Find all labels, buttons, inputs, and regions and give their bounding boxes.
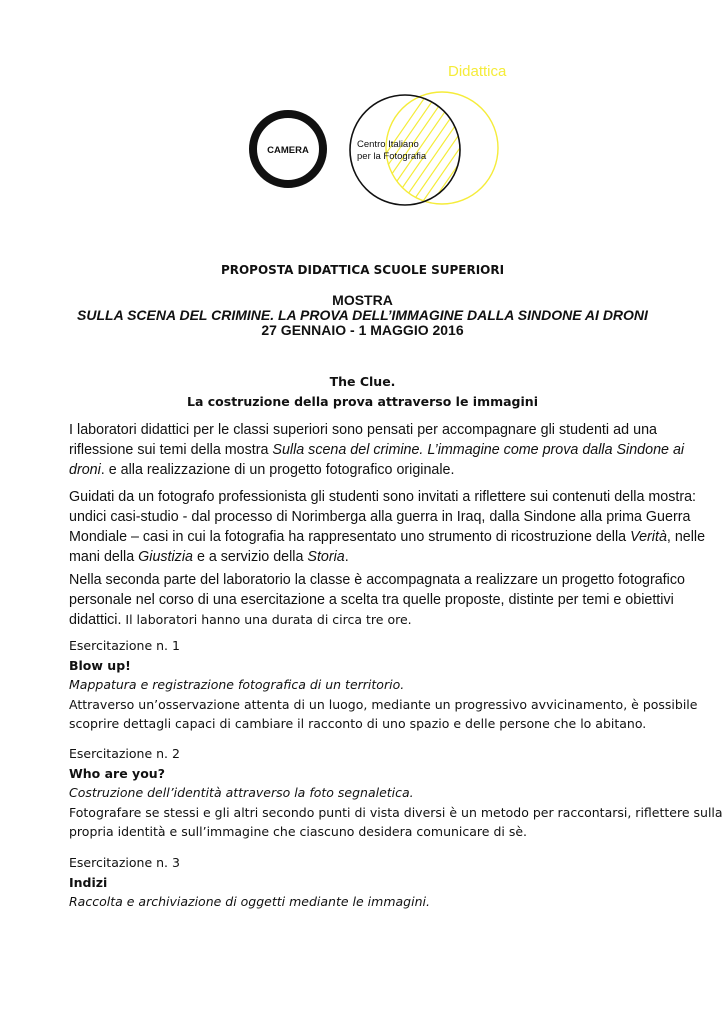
second-part-paragraph bbox=[69, 570, 685, 630]
guided-line-1: Guidati da un fotografo professionista gli studenti sono invitati a riflettere sui contenuti della mostra: bbox=[69, 489, 697, 505]
guided-line-4 bbox=[69, 547, 657, 567]
second-line-3-rest: Il laboratori hanno una durata di circa tre ore. bbox=[121, 612, 412, 627]
second-line-3 bbox=[69, 610, 657, 630]
exercise-1-subtitle: Mappatura e registrazione fotografica di un territorio. bbox=[69, 677, 405, 692]
second-line-1: Nella seconda parte del laboratorio la classe è accompagnata a realizzare un progetto fotografico bbox=[69, 572, 685, 588]
exercise-3-subtitle: Raccolta e archiviazione di oggetti mediante le immagini. bbox=[69, 894, 430, 909]
show-dates: 27 GENNAIO - 1 MAGGIO 2016 bbox=[261, 322, 464, 338]
guided-line-4-text: mani della bbox=[69, 549, 139, 565]
intro-line-3 bbox=[69, 460, 657, 480]
centro-line-2: per la Fotografia bbox=[357, 151, 427, 162]
exercise-2-number: Esercitazione n. 2 bbox=[69, 746, 180, 761]
camera-wordmark: CAMERA bbox=[267, 145, 309, 156]
intro-line-2-text: riflessione sui temi della mostra bbox=[69, 442, 273, 458]
exercise-3-title: Indizi bbox=[69, 874, 108, 890]
intro-line-3-text: . e alla realizzazione di un progetto fotografico originale. bbox=[100, 462, 455, 478]
camera-didattica-logo bbox=[240, 50, 530, 220]
clue-title: The Clue. bbox=[329, 374, 396, 389]
intro-line-1: I laboratori didattici per le classi superiori sono pensati per accompagnare gli studenti ad una bbox=[69, 422, 657, 438]
second-line-3-text: didattici. bbox=[69, 612, 122, 628]
show-title: SULLA SCENA DEL CRIMINE. LA PROVA DELL’IMMAGINE DALLA SINDONE AI DRONI bbox=[77, 307, 648, 323]
exercise-2 bbox=[69, 744, 723, 842]
exercise-2-line-2: propria identità e sull’immagine che ciascuno desidera comunicare di sè. bbox=[69, 824, 528, 839]
clue-block bbox=[0, 372, 725, 412]
guided-line-3-end: , nelle bbox=[666, 529, 706, 545]
intro-paragraph bbox=[69, 420, 685, 480]
intro-line-2-italic: Sulla scena del crimine. L’immagine come prova dalla Sindone ai bbox=[272, 442, 685, 458]
exercise-1-number: Esercitazione n. 1 bbox=[69, 638, 180, 653]
guided-paragraph bbox=[69, 487, 706, 567]
didattica-label: Didattica bbox=[448, 63, 507, 80]
guided-line-4-end: . bbox=[344, 549, 349, 565]
exercise-1 bbox=[69, 636, 698, 734]
second-line-2: personale nel corso di una esercitazione a scelta tra quelle proposte, distinte per temi e obiettivi bbox=[69, 592, 674, 608]
intro-line-3-italic: droni bbox=[69, 462, 101, 478]
centro-circle bbox=[350, 95, 460, 205]
guided-line-4-mid: e a servizio della bbox=[192, 549, 308, 565]
exercise-3 bbox=[69, 853, 669, 912]
logo-graphic bbox=[240, 50, 530, 220]
clue-subtitle: La costruzione della prova attraverso le immagini bbox=[187, 394, 538, 409]
exercise-2-subtitle: Costruzione dell’identità attraverso la foto segnaletica. bbox=[69, 785, 414, 800]
guided-line-4-italic-2: Storia bbox=[307, 549, 345, 565]
guided-line-3-italic: Verità bbox=[630, 529, 667, 545]
centro-line-1: Centro Italiano bbox=[357, 139, 419, 150]
exercise-2-line-1: Fotografare se stessi e gli altri secondo punti di vista diversi è un metodo per raccontarsi, riflettere sulla bbox=[69, 804, 723, 820]
exercise-2-title: Who are you? bbox=[69, 765, 165, 781]
mostra-label: MOSTRA bbox=[332, 292, 393, 308]
proposal-heading: PROPOSTA DIDATTICA SCUOLE SUPERIORI bbox=[220, 263, 505, 277]
exercise-1-line-1: Attraverso un’osservazione attenta di un luogo, mediante un progressivo avvicinamento, è possibile bbox=[69, 696, 698, 712]
guided-line-2: undici casi-studio - dal processo di Norimberga alla guerra in Iraq, dalla Sindone alla prima Guerra bbox=[69, 509, 691, 525]
exercise-3-number: Esercitazione n. 3 bbox=[69, 855, 180, 870]
guided-line-3 bbox=[69, 527, 706, 547]
intro-line-2 bbox=[69, 440, 685, 460]
guided-line-4-italic-1: Giustizia bbox=[138, 549, 193, 565]
guided-line-3-text: Mondiale – casi in cui la fotografia ha rappresentato uno strumento di ricostruzione della bbox=[69, 529, 631, 545]
show-info bbox=[60, 293, 665, 338]
exercise-1-line-2: scoprire dettagli capaci di cambiare il racconto di uno spazio e delle persone che lo abitano. bbox=[69, 716, 647, 731]
exercise-1-title: Blow up! bbox=[69, 657, 131, 673]
